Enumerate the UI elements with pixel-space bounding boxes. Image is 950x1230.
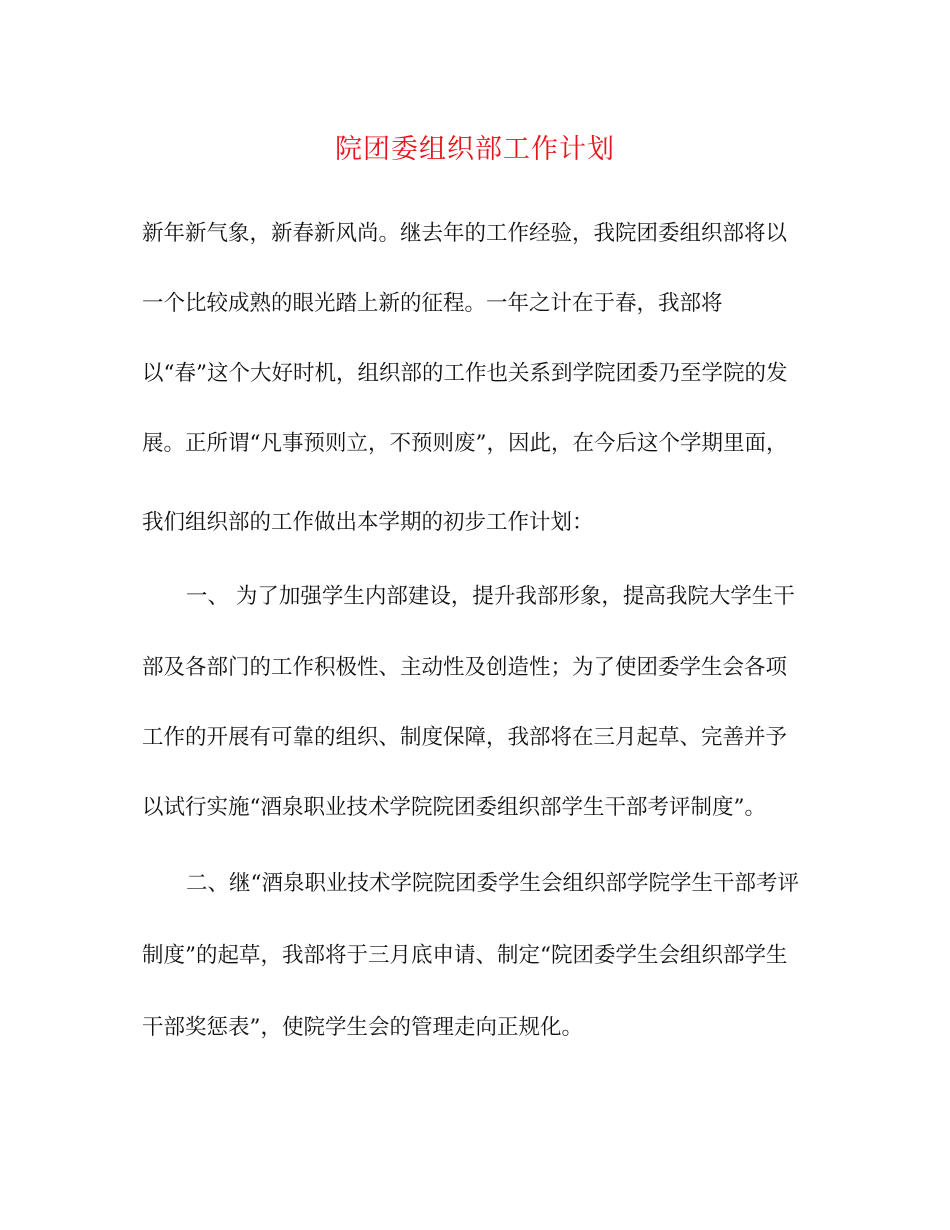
section-2-first-line: 二、继“酒泉职业技术学院院团委学生会组织部学院学生干部考评 bbox=[186, 871, 799, 896]
body-line: 工作的开展有可靠的组织、制度保障，我部将在三月起草、完善并予 bbox=[142, 725, 788, 750]
body-line: 以“春”这个大好时机，组织部的工作也关系到学院团委乃至学院的发 bbox=[142, 361, 788, 386]
body-line: 制度”的起草，我部将于三月底申请、制定“院团委学生会组织部学生 bbox=[142, 943, 788, 968]
body-line: 展。正所谓“凡事预则立，不预则废”，因此，在今后这个学期里面， bbox=[142, 431, 788, 456]
body-line: 以试行实施“酒泉职业技术学院院团委组织部学生干部考评制度”。 bbox=[142, 795, 766, 820]
body-line: 干部奖惩表”，使院学生会的管理走向正规化。 bbox=[142, 1015, 583, 1040]
body-line: 我们组织部的工作做出本学期的初步工作计划： bbox=[142, 510, 594, 535]
section-1-first-line: 一、 为了加强学生内部建设，提升我部形象，提高我院大学生干 bbox=[186, 584, 795, 609]
body-line: 新年新气象，新春新风尚。继去年的工作经验，我院团委组织部将以 bbox=[142, 221, 788, 246]
body-line: 部及各部门的工作积极性、主动性及创造性；为了使团委学生会各项 bbox=[142, 655, 788, 680]
document-title: 院团委组织部工作计划 bbox=[335, 134, 615, 165]
body-line: 一个比较成熟的眼光踏上新的征程。一年之计在于春，我部将 bbox=[142, 291, 723, 316]
